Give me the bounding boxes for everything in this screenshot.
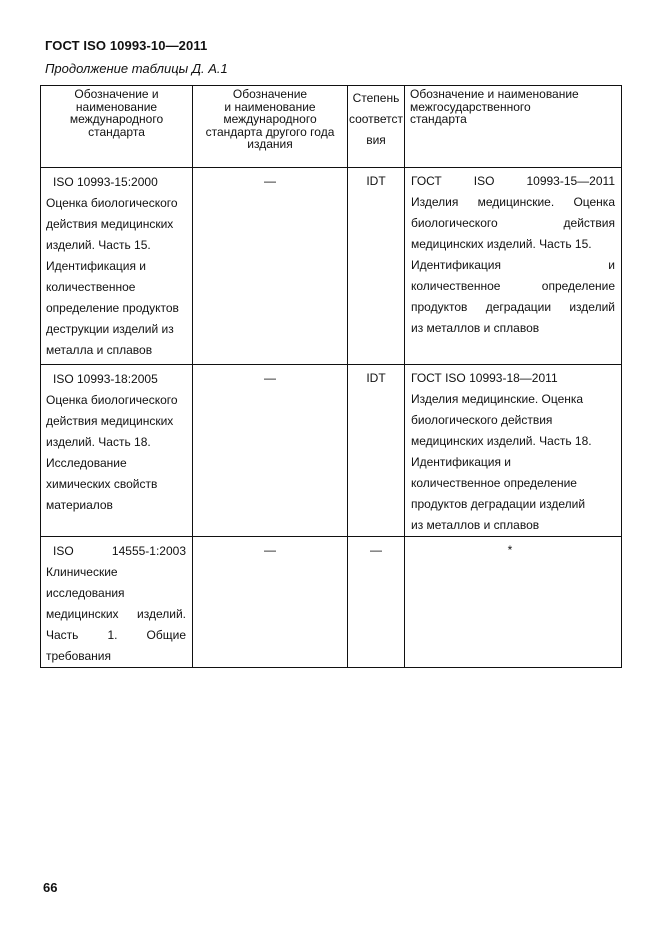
other-year-standard-cell: — bbox=[193, 537, 348, 668]
table-row bbox=[41, 537, 622, 668]
degree-cell: IDT bbox=[348, 168, 405, 365]
intl-standard-code: ISO 10993-18:2005 bbox=[53, 372, 158, 386]
standards-table bbox=[40, 85, 622, 668]
column-header-degree: Степень соответст вия bbox=[348, 86, 405, 168]
table-row bbox=[41, 365, 622, 537]
column-header-international-standard: Обозначение и наименование международного стандарта bbox=[41, 86, 193, 168]
table-row bbox=[41, 168, 622, 365]
degree-cell: IDT bbox=[348, 365, 405, 537]
intl-standard-code: ISO 14555-1:2003 bbox=[53, 544, 186, 558]
interstate-standard-cell bbox=[405, 537, 622, 668]
other-year-standard-cell: — bbox=[193, 365, 348, 537]
document-title: ГОСТ ISO 10993-10—2011 bbox=[45, 38, 208, 53]
interstate-standard-cell: ГОСТ ISO 10993-15—2011 Изделия медицинские. Оценка биологического действия медицинских изделий. Часть 15. Идентификация и количественное определение продуктов деградации изделий из металлов и сплавов bbox=[405, 168, 622, 365]
table-header-row bbox=[41, 86, 622, 168]
table-caption: Продолжение таблицы Д. А.1 bbox=[45, 61, 228, 76]
intl-standard-cell: ISO 14555-1:2003 Клинические исследования медицинских изделий. Часть 1. Общие требования bbox=[41, 537, 193, 668]
intl-standard-cell: ISO 10993-18:2005 Оценка биологического действия медицинских изделий. Часть 18. Исследование химических свойств материалов bbox=[41, 365, 193, 537]
interstate-standard-cell: ГОСТ ISO 10993-18—2011 Изделия медицинские. Оценка биологического действия медицинских изделий. Часть 18. Идентификация и количественное определение продуктов деградации изделий из металлов и сплавов bbox=[405, 365, 622, 537]
intl-standard-code: ISO 10993-15:2000 bbox=[53, 175, 158, 189]
gost-code-line: ГОСТ ISO 10993-15—2011 bbox=[411, 174, 615, 188]
degree-cell: — bbox=[348, 537, 405, 668]
column-header-interstate-standard: Обозначение и наименование межгосударственного стандарта bbox=[405, 86, 622, 168]
gost-code-line: ГОСТ ISO 10993-18—2011 bbox=[411, 371, 558, 385]
intl-standard-cell: ISO 10993-15:2000 Оценка биологического действия медицинских изделий. Часть 15. Идентификация и количественное определение продуктов деструкции изделий из металла и сплавов bbox=[41, 168, 193, 365]
column-header-other-year-standard: Обозначение и наименование международного стандарта другого года издания bbox=[193, 86, 348, 168]
page-number: 66 bbox=[43, 880, 58, 895]
footnote-asterisk: * bbox=[507, 543, 513, 557]
other-year-standard-cell: — bbox=[193, 168, 348, 365]
